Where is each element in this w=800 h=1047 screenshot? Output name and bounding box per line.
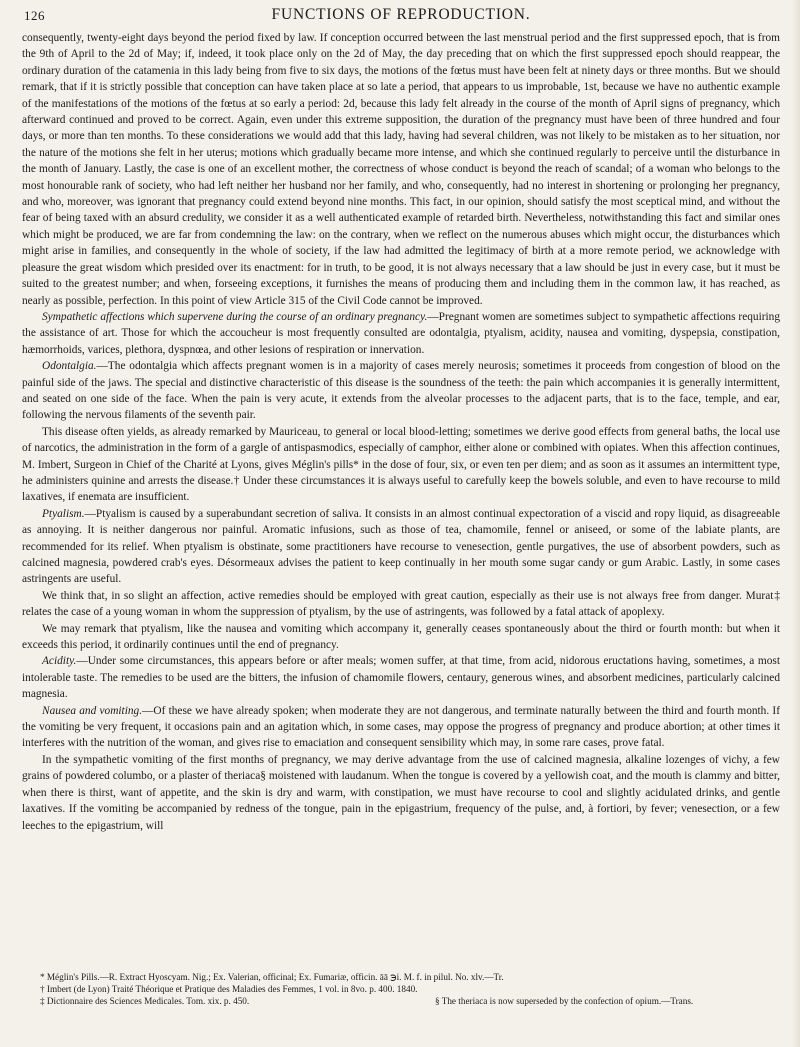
section-title: Acidity. [42, 655, 77, 668]
paragraph-text: We think that, in so slight an affection, active remedies should be employed with great caution, especially as their use is not always free from danger. Murat‡ relates the case of a young woman in whom the suppression of ptyalism, by the use of astringents, was followed by a fatal attack of apoplexy. [22, 589, 780, 619]
footnote: † Imbert (de Lyon) Traité Théorique et Pratique des Maladies des Femmes, 1 vol. in 8vo. p. 400. 1840. [40, 984, 418, 995]
page-edge-shadow [792, 0, 800, 1047]
paragraph [22, 309, 780, 358]
section-title: Ptyalism. [42, 507, 85, 520]
paragraph-text: In the sympathetic vomiting of the first months of pregnancy, we may derive advantage from the use of calcined magnesia, alkaline lozenges of vichy, a few grains of powdered columbo, or a plaster of theriaca§ moistened with laudanum. When the tongue is covered by a yellowish coat, and the mouth is clammy and bitter, when there is thirst, want of appetite, and the skin is dry and warm, with constipation, we must have recourse to cool and slightly acidulated drinks, and gentle laxatives. If the vomiting be accompanied by redness of the tongue, pain in the epigastrium, frequency of the pulse, and, à fortiori, by fever; venesection, or a few leeches to the epigastrium, will [22, 753, 780, 832]
paragraph [22, 653, 780, 702]
paragraph [22, 752, 780, 834]
footnote: § The theriaca is now superseded by the confection of opium.—Trans. [435, 996, 694, 1007]
paragraph [22, 424, 780, 506]
paragraph [22, 506, 780, 588]
section-title: Odontalgia. [42, 360, 97, 373]
paragraph [22, 621, 780, 654]
body-text [22, 30, 780, 834]
section-title: Nausea and vomiting. [42, 704, 143, 717]
footnote: ‡ Dictionnaire des Sciences Medicales. Tom. xix. p. 450. [40, 996, 250, 1007]
paragraph-text: We may remark that ptyalism, like the nausea and vomiting which accompany it, generally ceases spontaneously about the third or fourth month: but when it exceeds this period, it ordinarily continues until the end of pregnancy. [22, 622, 780, 652]
paragraph [22, 588, 780, 621]
paragraph [22, 703, 780, 752]
paragraph-text: —The odontalgia which affects pregnant women is in a majority of cases merely neurosis; sometimes it proceeds from congestion of blood on the painful side of the jaws. The special and distinctive characteristic of this disease is the soundness of the teeth: the pain which accompanies it is generally intermittent, and seated on one side of the face. When the pain is very acute, it extends from the alveolar processes to the adjacent parts, that is to the face, temple, and ear, following the nervous filaments of the seventh pair. [22, 360, 780, 422]
footnotes [22, 971, 780, 1008]
paragraph-text: This disease often yields, as already remarked by Mauriceau, to general or local blood-letting; sometimes we derive good effects from general baths, the local use of narcotics, the administration in the form of a gargle of antispasmodics, especially of camphor, either alone or combined with opiates. When this affection continues, M. Imbert, Surgeon in Chief of the Charité at Lyons, gives Méglin's pills* in the dose of four, six, or even ten per diem; and as soon as it assumes an intermittent type, he administers quinine and arrests the disease.† Under these circumstances it is always useful to carefully keep the bowels soluble, and even to have recourse to mild laxatives, if enemata are insufficient. [22, 425, 780, 504]
section-title: Sympathetic affections which supervene during the course of an ordinary pregnancy. [42, 310, 428, 323]
book-page [22, 6, 780, 1041]
paragraph-text: —Under some circumstances, this appears before or after meals; women suffer, at that time, from acid, nidorous eructations having, sometimes, a most intolerable taste. The remedies to be used are the bitters, the infusion of chamomile flowers, centaury, generous wines, and absorbent medicines, particularly calcined magnesia. [22, 655, 780, 701]
paragraph-text: —Ptyalism is caused by a superabundant secretion of saliva. It consists in an almost continual expectoration of a viscid and ropy liquid, as disagreeable as annoying. It is neither dangerous nor painful. Aromatic infusions, such as those of tea, chamomile, fennel or aniseed, or some of the labiate plants, are recommended for its relief. When ptyalism is obstinate, some practitioners have recourse to venesection, gentle purgatives, the use of absorbent powders, such as calcined magnesia, powdered crab's eyes. Désormeaux advises the patient to keep continually in her mouth some sugar candy or gum Arabic. Lastly, in some cases astringents are useful. [22, 507, 780, 586]
page-header [22, 6, 780, 28]
paragraph-text: —Of these we have already spoken; when moderate they are not dangerous, and terminate naturally between the third and fourth month. If the vomiting be very frequent, it occasions pain and an agitation which, in some cases, may oppose the progress of pregnancy and produce abortion; at other times it interferes with the nutrition of the woman, and gives rise to emaciation and consequent sensibility which may, in some rare cases, prove fatal. [22, 704, 780, 750]
paragraph-text: consequently, twenty-eight days beyond the period fixed by law. If conception occurred between the last menstrual period and the first suppressed epoch, that is from the 9th of April to the 2d of May; if, indeed, it took place only on the 2d of May, the day preceding that on which the first suppressed epoch should reappear, the ordinary duration of the catamenia in this lady being from five to six days, the motions of the fœtus must have been felt at ninety days or three months. But we should remark, that if it is strictly possible that conception can have taken place at so late a period, that appears to us improbable, 1st, because we have no authentic example of the manifestations of the motions of the fœtus at so early a period: 2d, because this lady felt already in the course of the month of April signs of pregnancy, which afterward continued and proved to be correct. Again, even under this extreme supposition, the duration of the pregnancy must have been of three hundred and four days, or more than ten months. To these considerations we would add that this lady, having had several children, was not likely to be mistaken as to her situation, nor the nature of the motions she felt in her uterus; motions which gradually became more intense, and which she continued regularly to perceive until the disturbance in the month of January. Lastly, the case is one of an excellent mother, the correctness of whose conduct is beyond the reach of scandal; of a woman who belongs to the most honourable rank of society, who had left neither her husband nor her family, and who, consequently, had no interest in shortening or prolonging her pregnancy, and who, moreover, was ignorant that pregnancy could extend beyond nine months. This fact, in our opinion, should satisfy the most sceptical mind, and without the fear of being taxed with an absurd credulity, we consider it as a well authenticated example of retarded birth. Nevertheless, notwithstanding this fact and similar ones which might be produced, we are far from condemning the law: on the contrary, when we reflect on the numerous abuses which might occur, the disturbances which might arise in families, and consequently in the whole of society, if the law had admitted the legitimacy of birth at a more remote period, we acknowledge with pleasure the great wisdom which presided over its enactment: for in truth, to be good, it is not always necessary that a law should be just in every case, but it must be suited to the greatest number; and when, forseeing exceptions, it furnishes the means of producing them and including them in the common law, it has reached, as nearly as possible, perfection. In this point of view Article 315 of the Civil Code cannot be improved. [22, 32, 780, 307]
footnote: * Méglin's Pills.—R. Extract Hyoscyam. Nig.; Ex. Valerian, officinal; Ex. Fumariæ, officin. āā ℈i. M. f. in pilul. No. xlv.—Tr. [40, 972, 504, 982]
paragraph [22, 358, 780, 424]
running-head: FUNCTIONS OF REPRODUCTION. [271, 6, 531, 23]
page-number: 126 [24, 8, 45, 23]
footnote-row [22, 995, 780, 1007]
paragraph-text: —Pregnant women are sometimes subject to sympathetic affections requiring the assistance of art. Those for which the accoucheur is most frequently consulted are odontalgia, ptyalism, acidity, nausea and vomiting, dyspepsia, constipation, hæmorrhoids, varices, plethora, dyspnœa, and other lesions of respiration or innervation. [22, 310, 780, 356]
paragraph [22, 30, 780, 309]
